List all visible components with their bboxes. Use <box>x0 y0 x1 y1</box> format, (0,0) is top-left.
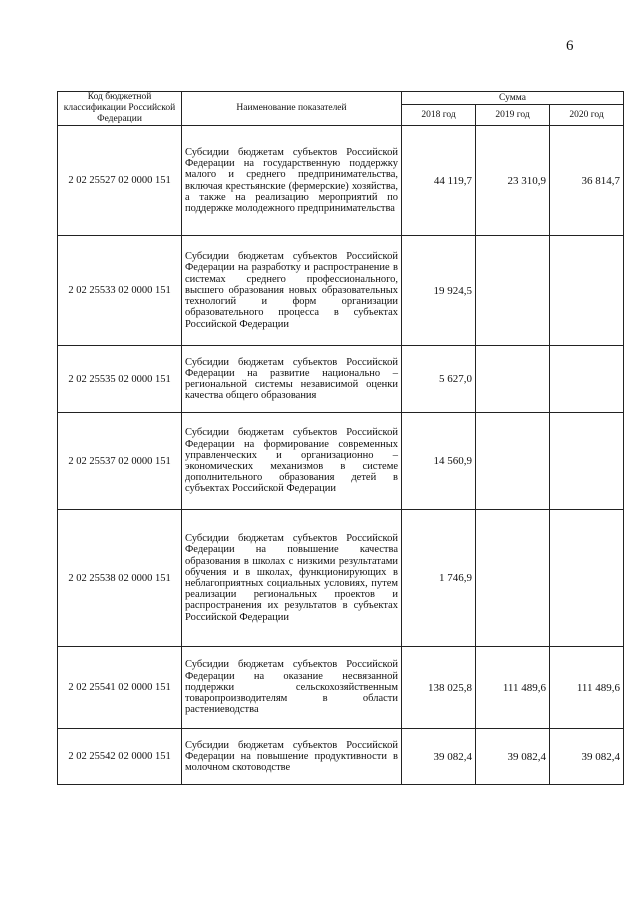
row-value-2018: 5 627,0 <box>402 346 476 413</box>
header-year-2020: 2020 год <box>550 105 624 126</box>
table-row <box>58 346 624 413</box>
row-code: 2 02 25535 02 0000 151 <box>58 346 182 413</box>
table-row <box>58 126 624 236</box>
row-value-2020: 39 082,4 <box>550 729 624 785</box>
row-value-2019 <box>476 236 550 346</box>
row-name: Субсидии бюджетам субъектов Российской Федерации на формирование современных управленческих и организационно – экономических механизмов в системе дополнительного образования детей в субъектах Российской Федерации <box>182 413 402 510</box>
budget-table <box>57 91 624 785</box>
header-code: Код бюджетной классификации Российской Федерации <box>58 92 182 126</box>
row-value-2020: 36 814,7 <box>550 126 624 236</box>
row-value-2018: 19 924,5 <box>402 236 476 346</box>
row-value-2020: 111 489,6 <box>550 647 624 729</box>
table-header <box>58 92 624 126</box>
table-row <box>58 729 624 785</box>
row-value-2019: 23 310,9 <box>476 126 550 236</box>
row-value-2018: 39 082,4 <box>402 729 476 785</box>
row-value-2018: 44 119,7 <box>402 126 476 236</box>
row-value-2018: 1 746,9 <box>402 510 476 647</box>
row-value-2018: 138 025,8 <box>402 647 476 729</box>
row-code: 2 02 25533 02 0000 151 <box>58 236 182 346</box>
table-body <box>58 126 624 785</box>
row-value-2019: 111 489,6 <box>476 647 550 729</box>
table-row <box>58 510 624 647</box>
row-code: 2 02 25527 02 0000 151 <box>58 126 182 236</box>
row-code: 2 02 25542 02 0000 151 <box>58 729 182 785</box>
row-code: 2 02 25537 02 0000 151 <box>58 413 182 510</box>
header-year-2019: 2019 год <box>476 105 550 126</box>
row-value-2020 <box>550 413 624 510</box>
row-value-2019: 39 082,4 <box>476 729 550 785</box>
table-row <box>58 413 624 510</box>
row-name: Субсидии бюджетам субъектов Российской Федерации на развитие национально – региональной системы независимой оценки качества общего образования <box>182 346 402 413</box>
row-name: Субсидии бюджетам субъектов Российской Федерации на оказание несвязанной поддержки сельскохозяйственным товаропроизводителям в области растениеводства <box>182 647 402 729</box>
row-value-2018: 14 560,9 <box>402 413 476 510</box>
row-value-2020 <box>550 346 624 413</box>
row-value-2019 <box>476 413 550 510</box>
row-code: 2 02 25538 02 0000 151 <box>58 510 182 647</box>
table-row <box>58 236 624 346</box>
page-number: 6 <box>566 38 574 54</box>
row-name: Субсидии бюджетам субъектов Российской Федерации на повышение продуктивности в молочном скотоводстве <box>182 729 402 785</box>
row-value-2019 <box>476 346 550 413</box>
header-sum: Сумма <box>402 92 624 105</box>
row-name: Субсидии бюджетам субъектов Российской Федерации на разработку и распространение в системах среднего профессионального, высшего образования новых образовательных технологий и форм организации образовательного процесса в субъектах Российской Федерации <box>182 236 402 346</box>
row-value-2019 <box>476 510 550 647</box>
row-value-2020 <box>550 510 624 647</box>
header-name: Наименование показателей <box>182 92 402 126</box>
row-code: 2 02 25541 02 0000 151 <box>58 647 182 729</box>
row-name: Субсидии бюджетам субъектов Российской Федерации на государственную поддержку малого и среднего предпринимательства, включая крестьянские (фермерские) хозяйства, а также на реализацию мероприятий по поддержке молодежного предпринимательства <box>182 126 402 236</box>
table-row <box>58 647 624 729</box>
row-name: Субсидии бюджетам субъектов Российской Федерации на повышение качества образования в школах с низкими результатами обучения и в школах, функционирующих в неблагоприятных социальных условиях, путем реализации региональных проектов и распространения их результатов в субъектах Российской Федерации <box>182 510 402 647</box>
row-value-2020 <box>550 236 624 346</box>
header-year-2018: 2018 год <box>402 105 476 126</box>
